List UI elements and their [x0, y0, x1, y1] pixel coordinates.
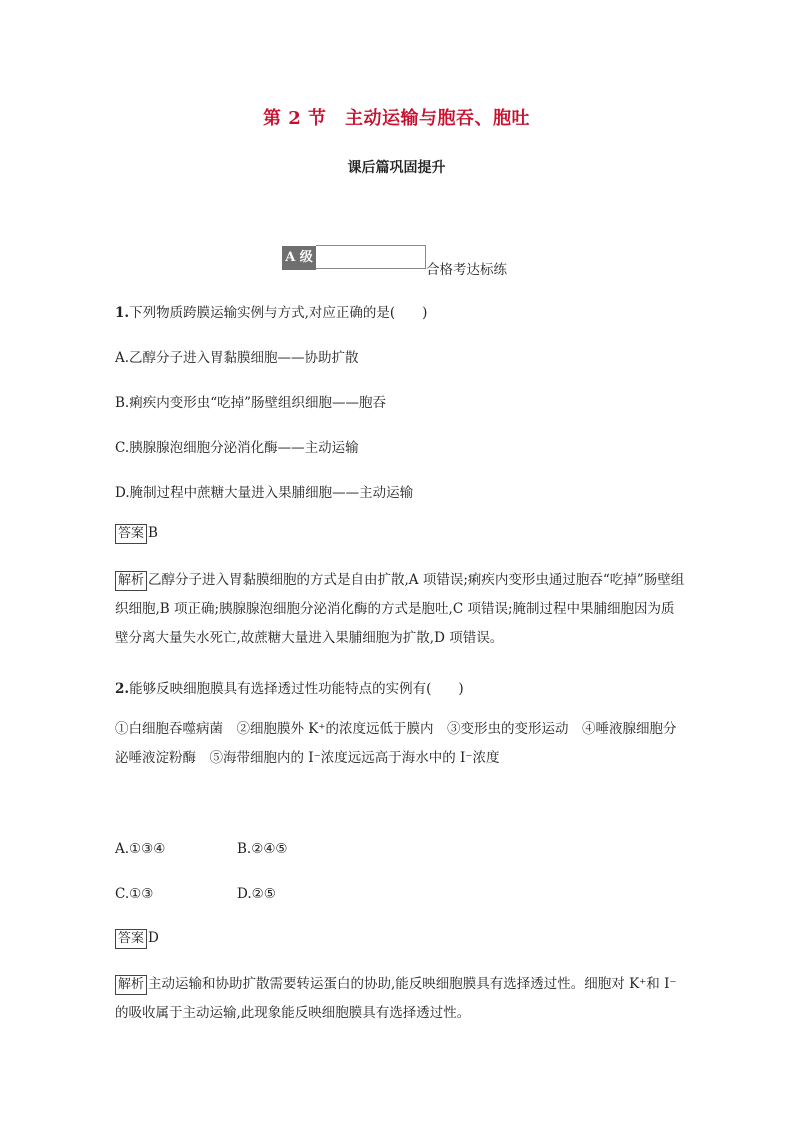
question-1-analysis	[115, 566, 685, 653]
question-1-option-a: A.乙醇分子进入胃黏膜细胞——协助扩散	[115, 350, 359, 366]
question-2-answer	[115, 929, 159, 949]
question-1-option-d: D.腌制过程中蔗糖大量进入果脯细胞——主动运输	[115, 485, 414, 501]
question-2-text: 能够反映细胞膜具有选择透过性功能特点的实例有( )	[129, 681, 464, 697]
question-2-option-d: D.②⑤	[237, 886, 276, 902]
analysis-text: 乙醇分子进入胃黏膜细胞的方式是自由扩散,A 项错误;痢疾内变形虫通过胞吞“吃掉”肠壁组织细胞,B 项正确;胰腺腺泡细胞分泌消化酶的方式是胞吐,C 项错误;腌制过程中果脯细胞因为质壁分离大量失水死亡,故蔗糖大量进入果脯细胞为扩散,D 项错误。	[115, 572, 685, 646]
question-1-text: 下列物质跨膜运输实例与方式,对应正确的是( )	[129, 305, 428, 321]
question-1-option-b: B.痢疾内变形虫“吃掉”肠壁组织细胞——胞吞	[115, 395, 387, 411]
answer-label: 答案	[115, 929, 147, 949]
answer-value: D	[148, 930, 159, 946]
level-label: 合格考达标练	[426, 262, 507, 278]
question-2-items: ①白细胞吞噬病菌 ②细胞膜外 K⁺的浓度远低于膜内 ③变形虫的变形运动 ④唾液腺细胞分泌唾液淀粉酶 ⑤海带细胞内的 I⁻浓度远远高于海水中的 I⁻浓度	[115, 721, 677, 766]
question-1-number: 1.	[115, 305, 130, 321]
question-2-number: 2.	[115, 681, 130, 697]
level-badge: A 级	[282, 246, 316, 270]
question-2-option-b: B.②④⑤	[237, 841, 288, 857]
question-2-option-c: C.①③	[115, 886, 154, 902]
answer-label: 答案	[115, 524, 147, 544]
page-title: 第 2 节 主动运输与胞吞、胞吐	[262, 108, 531, 129]
question-2-stem	[115, 677, 464, 697]
analysis-label: 解析	[115, 975, 147, 995]
question-1-option-c: C.胰腺腺泡细胞分泌消化酶——主动运输	[115, 440, 359, 456]
answer-value: B	[148, 525, 158, 541]
page-subtitle: 课后篇巩固提升	[347, 160, 446, 176]
analysis-text: 主动运输和协助扩散需要转运蛋白的协助,能反映细胞膜具有选择透过性。细胞对 K⁺和 I⁻的吸收属于主动运输,此现象能反映细胞膜具有选择透过性。	[115, 976, 677, 1021]
question-1-answer	[115, 524, 158, 544]
level-box	[316, 245, 426, 269]
question-2-option-a: A.①③④	[115, 841, 166, 857]
analysis-label: 解析	[115, 571, 147, 591]
question-2-analysis	[115, 970, 685, 1028]
question-1-stem	[115, 301, 427, 321]
